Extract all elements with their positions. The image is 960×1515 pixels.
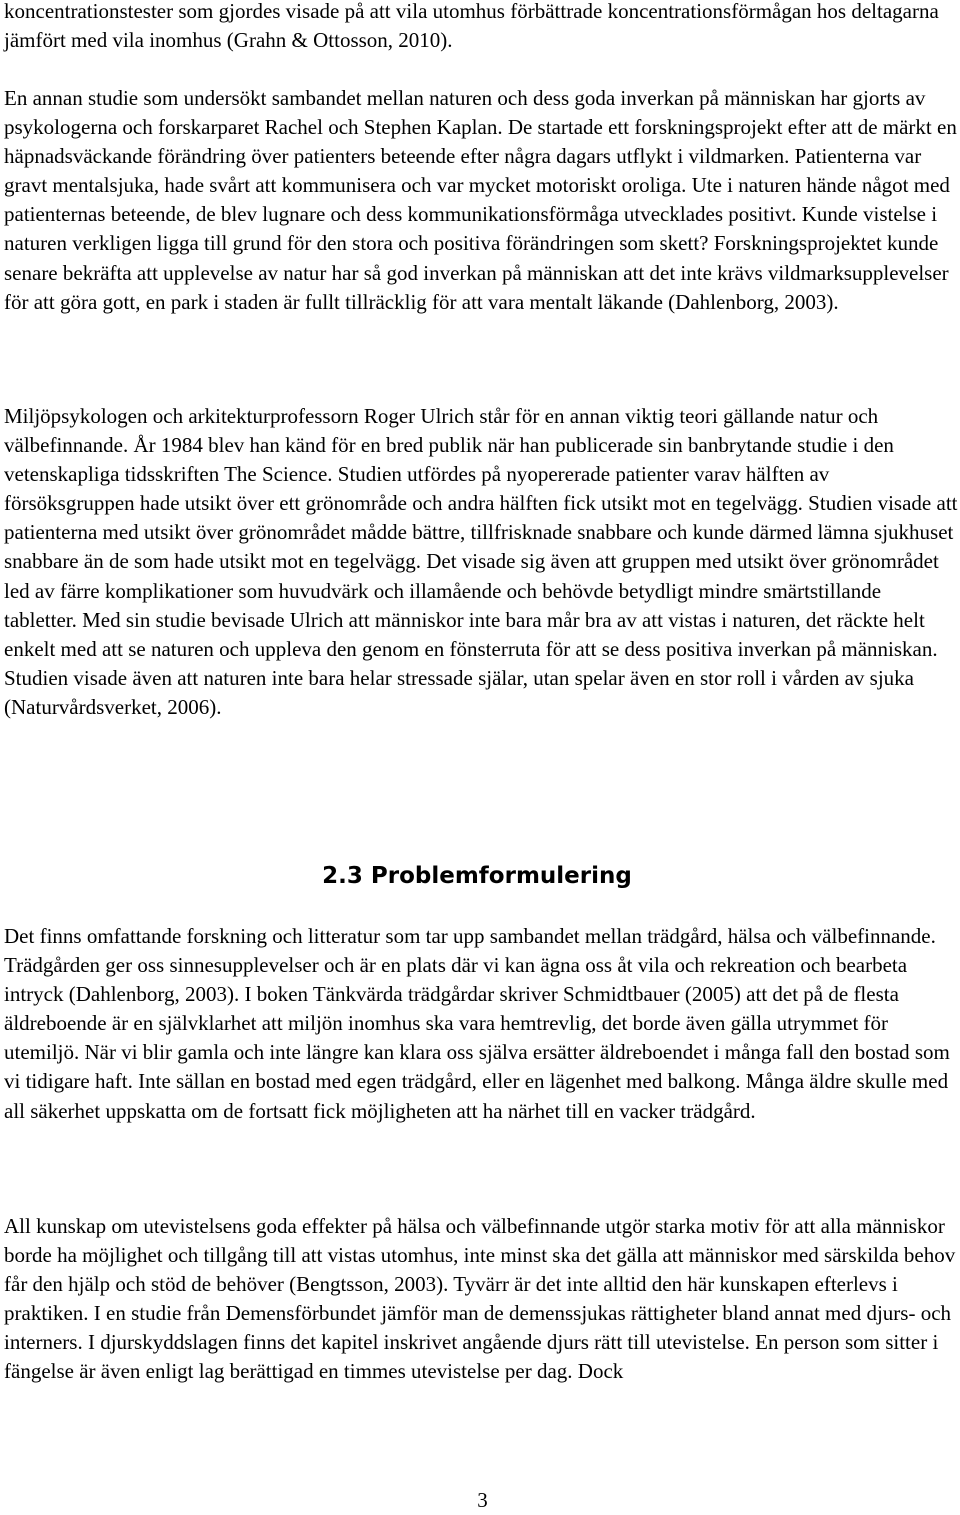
paragraph-3: Miljöpsykologen och arkitekturprofessorn Roger Ulrich står för en annan viktig teori gällande natur och välbefinnande. År 1984 blev han känd för en bred publik när han publicerade sin banbrytande studie i den vetenskapliga tidsskriften The Science. Studien utfördes på nyopererade patienter varav hälften av försöksgruppen hade utsikt över ett grönområde och andra hälften fick utsikt mot en tegelvägg. Studien visade att patienterna med utsikt över grönområdet mådde bättre, tillfrisknade snabbare och kunde därmed lämna sjukhuset snabbare än de som hade utsikt mot en tegelvägg. Det visade sig även att gruppen med utsikt över grönområdet led av färre komplikationer som huvudvärk och illamående och behövde betydligt mindre smärtstillande tabletter. Med sin studie bevisade Ulrich att människor inte bara mår bra av att vistas i naturen, det räckte helt enkelt med att se naturen och uppleva den genom en fönsterruta för att se dess positiva inverkan på människan. Studien visade även att naturen inte bara helar stressade själar, utan spelar även en stor roll i vården av sjuka (Naturvårdsverket, 2006).	[4, 404, 958, 719]
paragraph-2: En annan studie som undersökt sambandet mellan naturen och dess goda inverkan på människan har gjorts av psykologerna och forskarparet Rachel och Stephen Kaplan. De startade ett forskningsprojekt efter att de märkt en häpnadsväckande förändring över patienters beteende efter några dagars utflykt i vildmarken. Patienterna var gravt mentalsjuka, hade svårt att kommunisera och var mycket motoriskt oroliga. Ute i naturen hände något med patienternas beteende, de blev lugnare och dess kommunikationsförmåga utvecklades positivt. Kunde vistelse i naturen verkligen ligga till grund för den stora och positiva förändringen som skett? Forskningsprojektet kunde senare bekräfta att upplevelse av natur har så god inverkan på människan att det inte krävs vildmarksupplevelser för att göra gott, en park i staden är fullt tillräcklig för att vara mentalt läkande (Dahlenborg, 2003).	[4, 86, 957, 314]
paragraph-1: koncentrationstester som gjordes visade på att vila utomhus förbättrade koncentrationsförmågan hos deltagarna jämfört med vila inomhus (Grahn & Ottosson, 2010).	[4, 0, 939, 53]
page-number: 3	[477, 1488, 488, 1512]
paragraph-4: Det finns omfattande forskning och litteratur som tar upp sambandet mellan trädgård, hälsa och välbefinnande. Trädgården ger oss sinnesupplevelser och är en plats där vi kan ägna oss åt vila och rekreation och bearbeta intryck (Dahlenborg, 2003). I boken Tänkvärda trädgårdar skriver Schmidtbauer (2005) att det på de flesta äldreboende är en självklarhet att miljön inomhus ska vara hemtrevlig, det borde även gälla utrymmet för utemiljö. När vi blir gamla och inte längre kan klara oss själva ersätter äldreboendet i många fall den bostad som vi tidigare haft. Inte sällan en bostad med egen trädgård, eller en lägenhet med balkong. Många äldre skulle med all säkerhet uppskatta om de fortsatt fick möjligheten att ha närhet till en vacker trädgård.	[4, 924, 950, 1123]
paragraph-5: All kunskap om utevistelsens goda effekter på hälsa och välbefinnande utgör starka motiv för att alla människor borde ha möjlighet och tillgång till att vistas utomhus, inte minst ska det gälla att människor med särskilda behov får den hjälp och stöd de behöver (Bengtsson, 2003). Tyvärr är det inte alltid den här kunskapen efterlevs i praktiken. I en studie från Demensförbundet jämför man de demenssjukas rättigheter bland annat med djurs- och interners. I djurskyddslagen finns det kapitel inskrivet angående djurs rätt till utevistelse. En person som sitter i fängelse är även enligt lag berättigad en timmes utevistelse per dag. Dock	[4, 1214, 956, 1384]
section-heading: 2.3 Problemformulering	[322, 863, 632, 889]
